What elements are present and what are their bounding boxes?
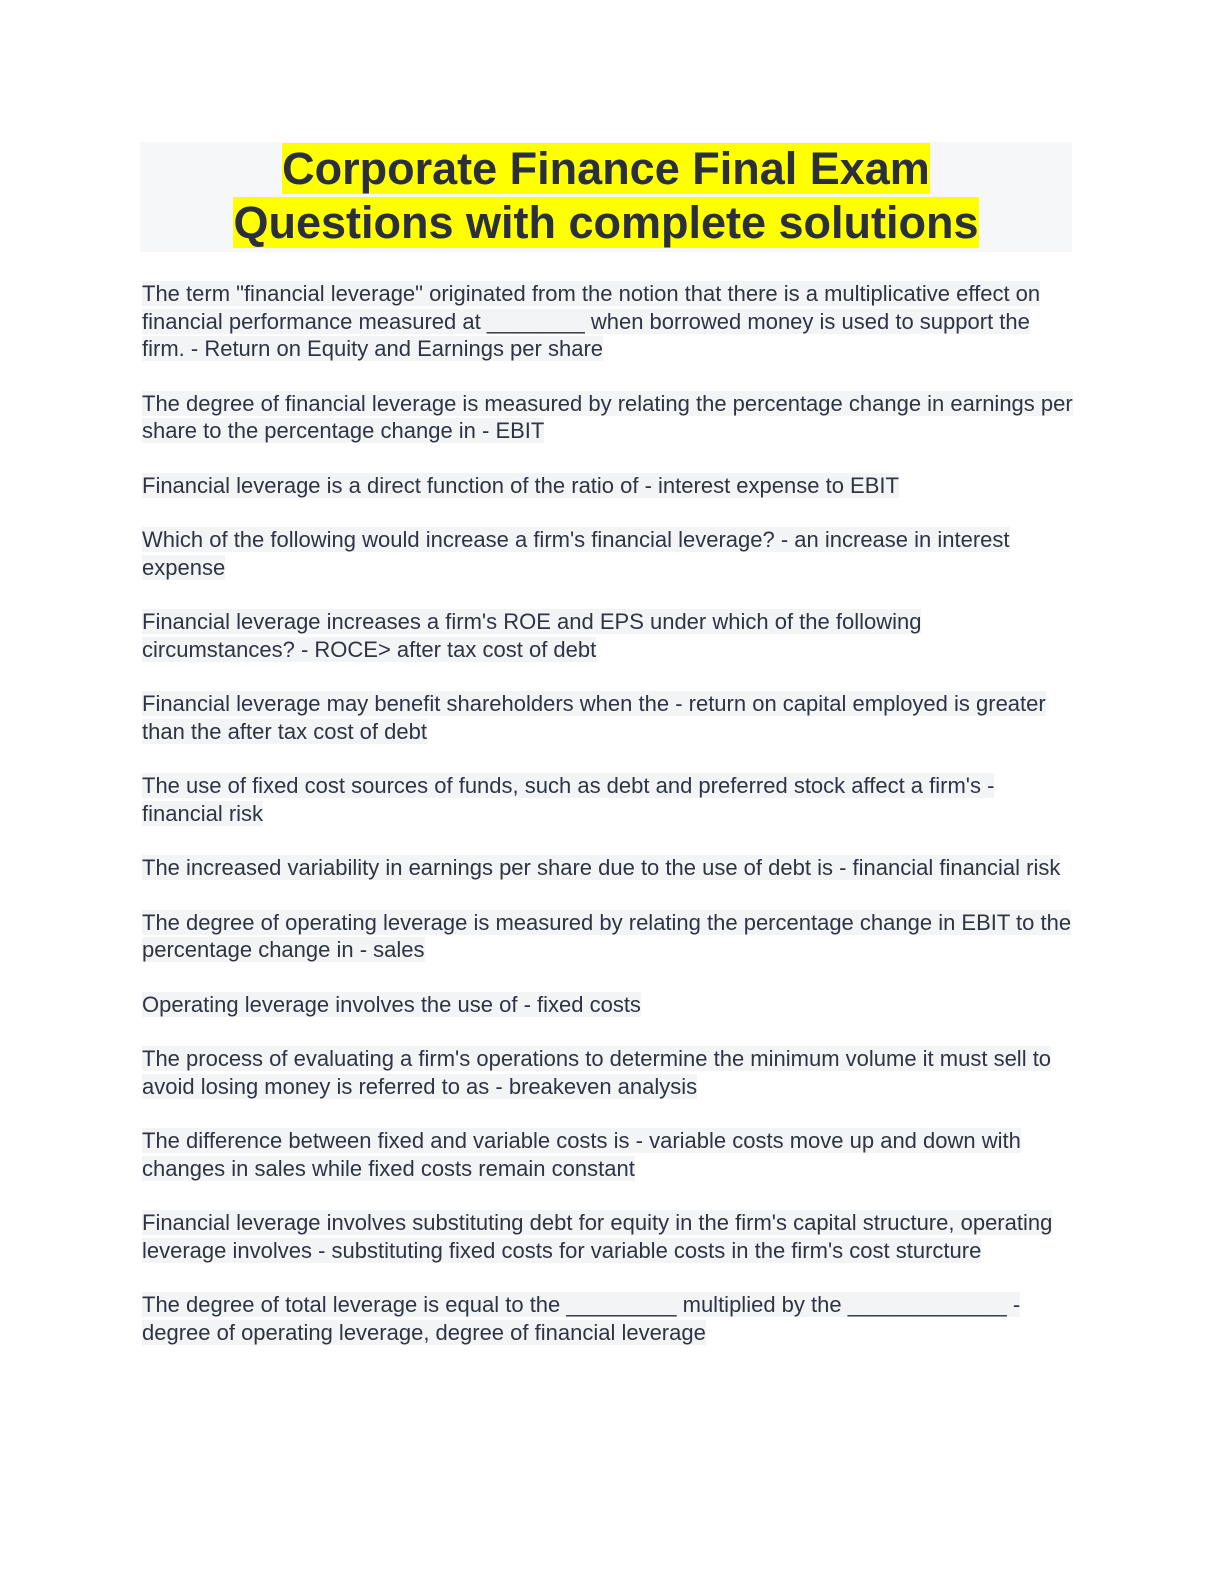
page-title-line-2 bbox=[140, 196, 1072, 250]
title-highlight-1: Corporate Finance Final Exam bbox=[282, 143, 930, 194]
page-title-line-1 bbox=[140, 142, 1072, 196]
question-list bbox=[142, 280, 1077, 1373]
question-item-12 bbox=[142, 1127, 1077, 1182]
question-text: Financial leverage is a direct function of the ratio of - interest expense to EBIT bbox=[142, 472, 899, 498]
question-text: The degree of operating leverage is measured by relating the percentage change in EBIT to the percentage change in - sales bbox=[142, 909, 1072, 962]
question-text: Financial leverage involves substituting debt for equity in the firm's capital structure, operating leverage involves - substituting fixed costs for variable costs in the firm's cost sturcture bbox=[142, 1210, 1053, 1263]
question-item-8 bbox=[142, 854, 1077, 882]
question-text: The use of fixed cost sources of funds, such as debt and preferred stock affect a firm's - financial risk bbox=[142, 773, 995, 826]
question-item-3 bbox=[142, 472, 1077, 500]
question-text: The degree of total leverage is equal to the _________ multiplied by the _____________ - degree of operating leverage, degree of financial leverage bbox=[142, 1292, 1021, 1345]
question-text: Financial leverage may benefit shareholders when the - return on capital employed is greater than the after tax cost of debt bbox=[142, 691, 1046, 744]
question-item-4 bbox=[142, 526, 1077, 581]
question-text: The increased variability in earnings per share due to the use of debt is - financial financial risk bbox=[142, 855, 1061, 880]
question-item-14 bbox=[142, 1291, 1077, 1346]
question-item-13 bbox=[142, 1209, 1077, 1264]
question-item-5 bbox=[142, 608, 1077, 663]
question-text: Operating leverage involves the use of - fixed costs bbox=[142, 991, 641, 1017]
question-text: The difference between fixed and variable costs is - variable costs move up and down with changes in sales while fixed costs remain constant bbox=[142, 1128, 1021, 1181]
question-item-6 bbox=[142, 690, 1077, 745]
title-highlight-2: Questions with complete solutions bbox=[233, 197, 979, 248]
question-item-11 bbox=[142, 1045, 1077, 1100]
title-block bbox=[140, 142, 1072, 252]
question-text: The degree of financial leverage is measured by relating the percentage change in earnings per share to the percentage change in - EBIT bbox=[142, 390, 1073, 443]
question-item-9 bbox=[142, 909, 1077, 964]
question-text: The term "financial leverage" originated from the notion that there is a multiplicative effect on financial performance measured at ________ when borrowed money is used to support the firm. - Return on Equity and Earnings per share bbox=[142, 281, 1041, 361]
question-text: The process of evaluating a firm's operations to determine the minimum volume it must sell to avoid losing money is referred to as - breakeven analysis bbox=[142, 1046, 1052, 1099]
question-item-7 bbox=[142, 772, 1077, 827]
question-item-2 bbox=[142, 390, 1077, 445]
question-item-10 bbox=[142, 991, 1077, 1019]
question-item-1 bbox=[142, 280, 1077, 363]
question-text: Which of the following would increase a firm's financial leverage? - an increase in interest expense bbox=[142, 527, 1010, 580]
question-text: Financial leverage increases a firm's ROE and EPS under which of the following circumstances? - ROCE> after tax cost of debt bbox=[142, 609, 922, 662]
